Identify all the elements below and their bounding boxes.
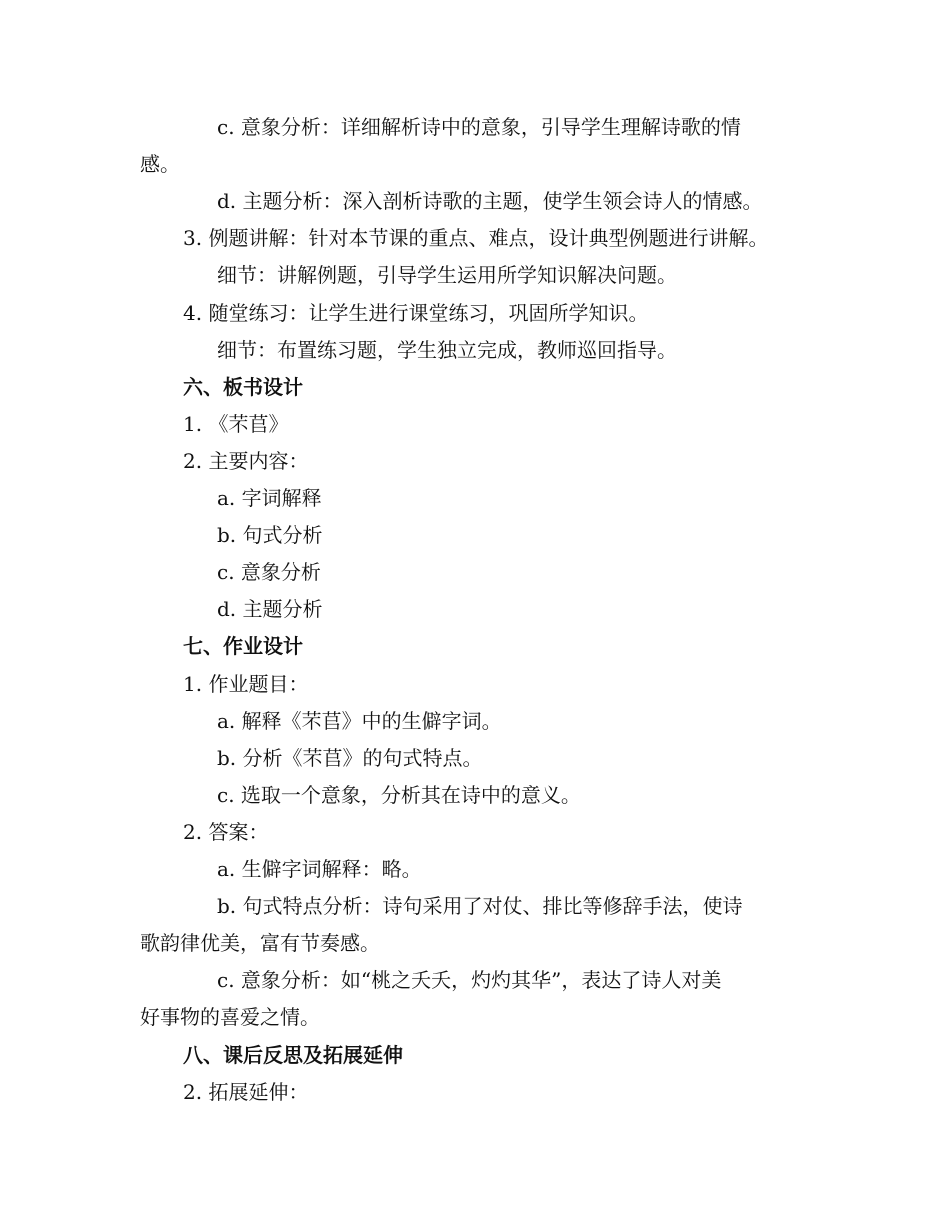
text-line: 2. 主要内容：	[183, 449, 309, 473]
text-line: 2. 答案：	[183, 820, 269, 844]
section-heading: 七、作业设计	[183, 634, 303, 658]
text-line: 2. 拓展延伸：	[183, 1080, 309, 1104]
text-line: b. 句式特点分析：诗句采用了对仗、排比等修辞手法，使诗	[217, 894, 743, 918]
section-heading: 八、课后反思及拓展延伸	[183, 1043, 403, 1067]
text-line: 歌韵律优美，富有节奏感。	[140, 931, 380, 955]
text-line: 3. 例题讲解：针对本节课的重点、难点，设计典型例题进行讲解。	[183, 226, 769, 250]
text-line: 好事物的喜爱之情。	[140, 1005, 320, 1029]
text-line: d. 主题分析：深入剖析诗歌的主题，使学生领会诗人的情感。	[217, 189, 763, 213]
text-line: 1. 作业题目：	[183, 672, 309, 696]
text-line: c. 意象分析	[217, 560, 321, 584]
text-line: a. 解释《芣苢》中的生僻字词。	[217, 709, 502, 733]
text-line: c. 选取一个意象，分析其在诗中的意义。	[217, 783, 581, 807]
text-line: b. 分析《芣苢》的句式特点。	[217, 746, 483, 770]
text-line: 细节：讲解例题，引导学生运用所学知识解决问题。	[217, 263, 677, 287]
text-line: 4. 随堂练习：让学生进行课堂练习，巩固所学知识。	[183, 301, 649, 325]
text-line: d. 主题分析	[217, 597, 323, 621]
text-line: a. 字词解释	[217, 486, 322, 510]
text-line: 1. 《芣苢》	[183, 412, 289, 436]
text-line: b. 句式分析	[217, 523, 323, 547]
text-line: a. 生僻字词解释：略。	[217, 857, 422, 881]
text-line: c. 意象分析：详细解析诗中的意象，引导学生理解诗歌的情	[217, 115, 741, 139]
text-line: 感。	[140, 152, 180, 176]
text-line: 细节：布置练习题，学生独立完成，教师巡回指导。	[217, 338, 677, 362]
section-heading: 六、板书设计	[183, 375, 303, 399]
text-line: c. 意象分析：如“桃之夭夭，灼灼其华”，表达了诗人对美	[217, 968, 722, 992]
